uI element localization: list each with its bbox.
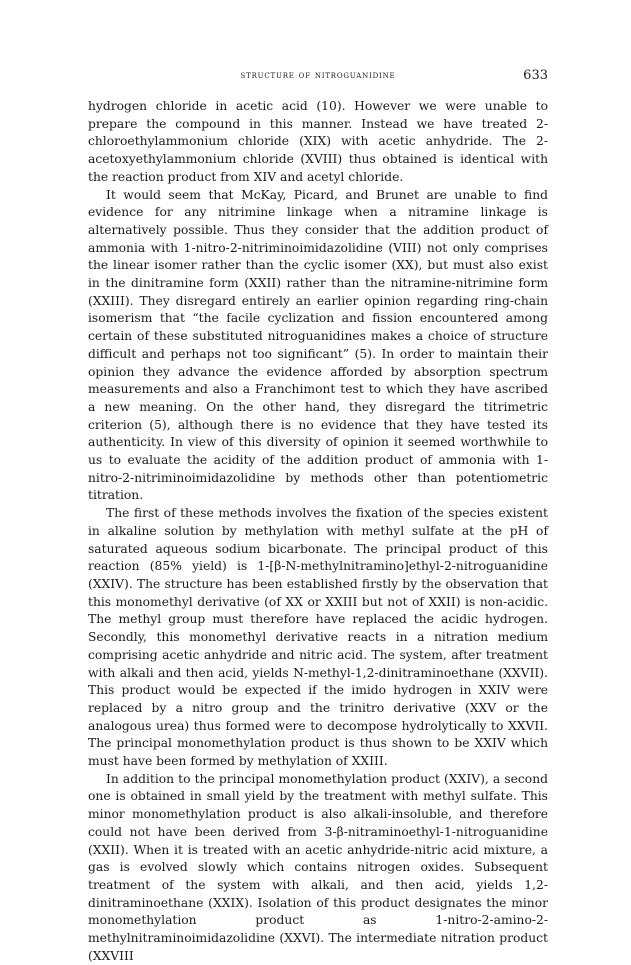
page-number: 633 [523,68,548,83]
paragraph-2: It would seem that McKay, Picard, and Brunet are unable to find evidence for any nitrimine linkage when a nitramine linkage is alternatively possible. Thus they consider that the addition product of ammonia with 1-nitro-2-nitriminoimidazolidine (VIII) not only comprises the linear isomer rather than the cyclic isomer (XX), but must also exist in the dinitramine form (XXII) rather than the nitramine-nitrimine form (XXIII). They disregard entirely an earlier opinion regarding ring-chain isomerism that “the facile cyclization and fission encountered among certain of these substituted nitroguanidines makes a choice of structure difficult and perhaps not too significant” (5). In order to maintain their opinion they advance the evidence afforded by absorption spectrum measurements and also a Franchimont test to which they have ascribed a new meaning. On the other hand, they disregard the titrimetric criterion (5), although there is no evidence that they have tested its authenticity. In view of this diversity of opinion it seemed worthwhile to us to evaluate the acidity of the addition product of ammonia with 1-nitro-2-nitriminoimidazolidine by methods other than potentiometric titration. [88,187,548,503]
paragraph-3: The first of these methods involves the fixation of the species existent in alkaline solution by methylation with methyl sulfate at the pH of saturated aqueous sodium bicarbonate. The principal product of this reaction (85% yield) is 1-[β-N-methylnitramino]ethyl-2-nitroguanidine (XXIV). The structure has been established firstly by the observation that this monomethyl derivative (of XX or XXIII but not of XXII) is non-acidic. The methyl group must therefore have replaced the acidic hydrogen. Secondly, this monomethyl derivative reacts in a nitration medium comprising acetic anhydride and nitric acid. The system, after treatment with alkali and then acid, yields N-methyl-1,2-dinitraminoethane (XXVII). This product would be expected if the imido hydrogen in XXIV were replaced by a nitro group and the trinitro derivative (XXV or the analogous urea) thus formed were to decompose hydrolytically to XXVII. The principal monomethylation product is thus shown to be XXIV which must have been formed by methylation of XXIII. [88,506,548,769]
paragraph-4: In addition to the principal monomethylation product (XXIV), a second one is obtained in small yield by the treatment with methyl sulfate. This minor monomethylation product is also alkali-insoluble, and therefore could not have been derived from 3-β-nitraminoethyl-1-nitroguanidine (XXII). When it is treated with an acetic anhydride-nitric acid mixture, a gas is evolved slowly which contains nitrogen oxides. Subsequent treatment of the system with alkali, and then acid, yields 1,2-dinitraminoethane (XXIX). Isolation of this product designates the minor monomethylation product as 1-nitro-2-amino-2-methylnitraminoimidazolidine (XXVI). The intermediate nitration product (XXVIII [88,771,548,963]
running-head [88,70,548,86]
running-title: structure of nitroguanidine [240,70,396,81]
paragraph-1: hydrogen chloride in acetic acid (10). However we were unable to prepare the compound in this manner. Instead we have treated 2-chloroethylammonium chloride (XIX) with acetic anhydride. The 2-acetoxyethylammonium chloride (XVIII) thus obtained is identical with the reaction product from XIV and acetyl chloride. [88,99,548,184]
body-text [88,98,548,965]
